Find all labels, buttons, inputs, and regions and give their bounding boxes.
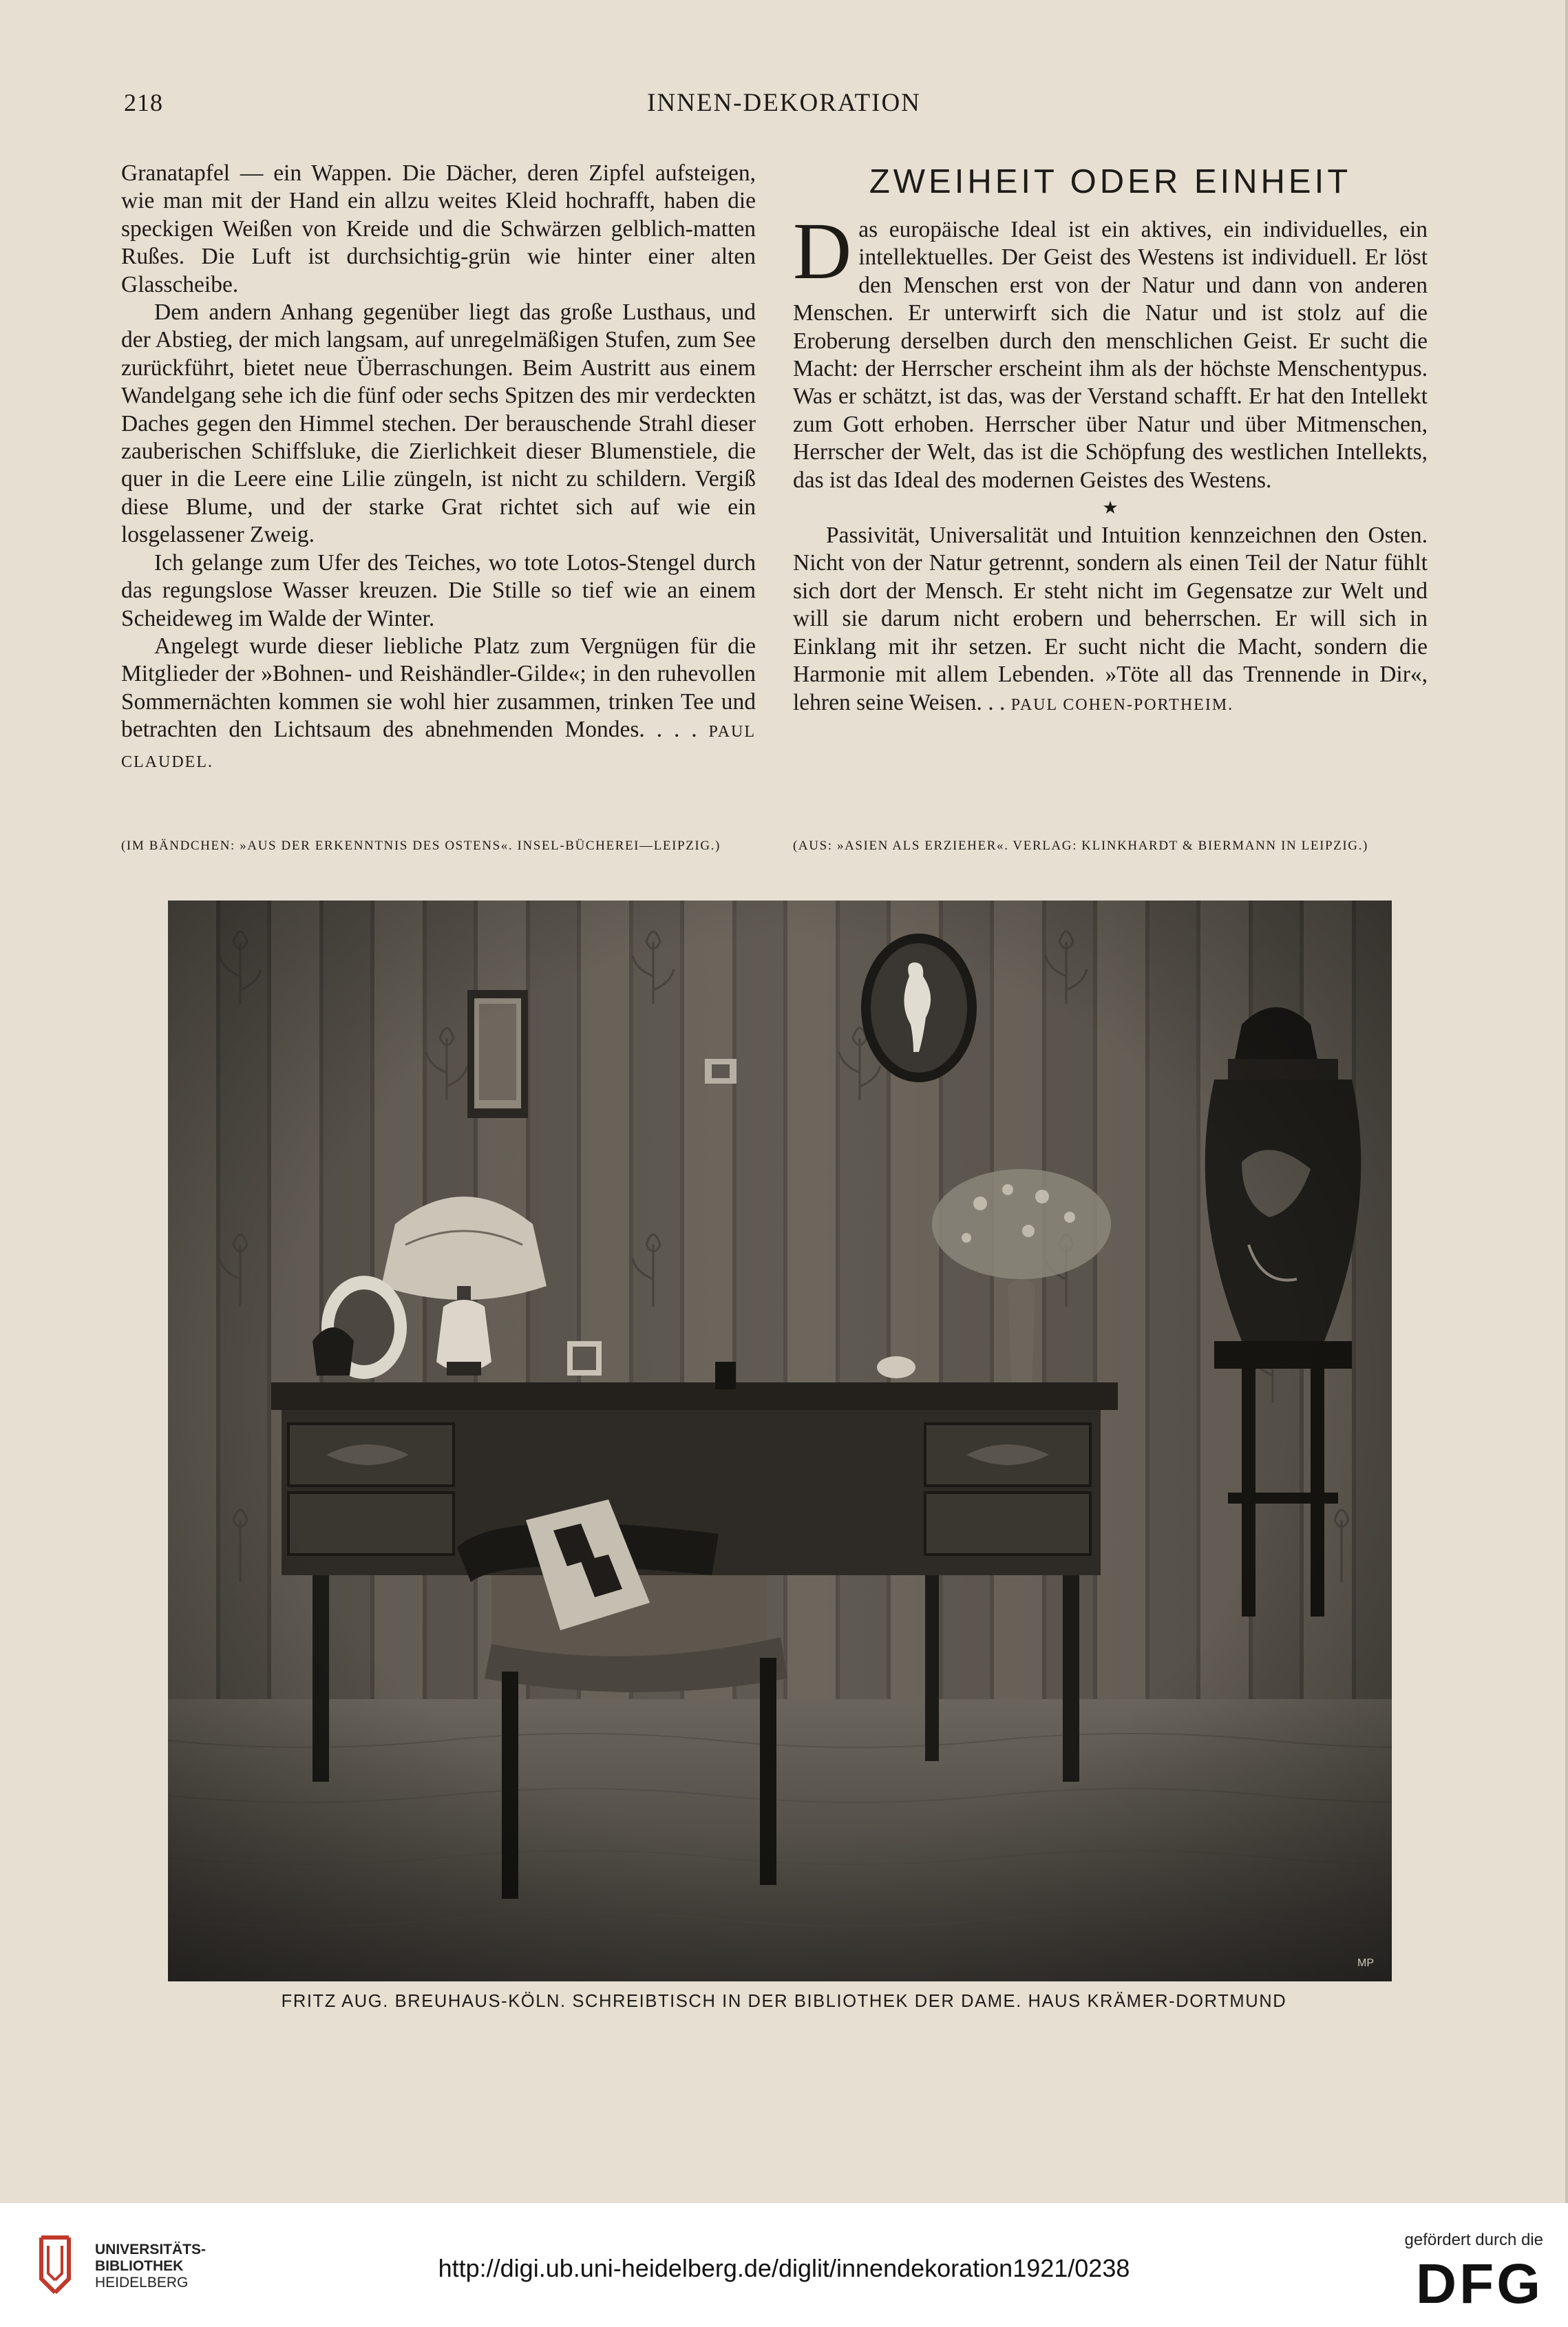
section-separator: ★ xyxy=(1102,498,1119,518)
digitization-footer xyxy=(0,2203,1568,2327)
permalink-url[interactable]: http://digi.ub.uni-heidelberg.de/diglit/innendekoration1921/0238 xyxy=(438,2254,1130,2282)
paragraph: Dem andern Anhang gegenüber liegt das große Lusthaus, und der Abstieg, der mich langsam, auf unregelmäßigen Stufen, zum See zurückführt, bietet neue Überraschungen. Beim Austritt aus einem Wandelgang sehe ich die fünf oder sechs Spitzen des mir verdeckten Daches gegen den Himmel stechen. Der berauschende Strahl dieser zauberischen Schiffsluke, die Zierlichkeit dieser Blumenstiele, die quer in die Leere eine Lilie züngeln, ist nicht zu schildern. Vergiß diese Blume, und der starke Grat richtet sich auf wie ein losgelassener Zweig. xyxy=(121,299,756,548)
paragraph-with-author xyxy=(793,522,1428,719)
photo-signature: MP xyxy=(1357,1957,1374,1969)
paragraph-with-author xyxy=(121,633,756,776)
left-column xyxy=(121,160,756,776)
author-name: PAUL CLAUDEL. xyxy=(121,723,756,771)
funding-note: gefördert durch die xyxy=(1404,2231,1543,2249)
right-column xyxy=(793,206,1428,719)
library-name-line: UNIVERSITÄTS- xyxy=(95,2242,206,2257)
drop-cap: D xyxy=(793,206,852,296)
paragraph xyxy=(793,206,1428,494)
paragraph-text: as europäische Ideal ist ein aktives, ein individuelles, ein intellektuelles. Der Geist des Westens ist individuell. Er löst den Menschen erst von der Natur und dann von anderen Menschen. Er unterwirft sich die Natur und ist stolz auf die Eroberung derselben durch den menschlichen Geist. Er sucht die Macht: der Herrscher erscheint ihm als der höchste Menschentypus. Was er schätzt, ist das, was der Verstand schafft. Er hat den Intellekt zum Gott erhoben. Herrscher über Natur und über Mitmenschen, Herrscher der Welt, das ist die Schöpfung des westlichen Intellekts, das ist das Ideal des modernen Geistes des Westens. xyxy=(793,217,1428,493)
library-name-line: HEIDELBERG xyxy=(95,2275,189,2291)
source-note: (AUS: »ASIEN ALS ERZIEHER«. VERLAG: KLINKHARDT & BIERMANN IN LEIPZIG.) xyxy=(793,839,1368,853)
source-note: (IM BÄNDCHEN: »AUS DER ERKENNTNIS DES OSTENS«. INSEL-BÜCHEREI—LEIPZIG.) xyxy=(121,839,721,853)
page-edge xyxy=(1565,0,1568,2203)
journal-title: INNEN-DEKORATION xyxy=(647,89,921,117)
dfg-logo[interactable]: DFG xyxy=(1415,2253,1543,2315)
author-name: PAUL COHEN-PORTHEIM. xyxy=(1010,695,1234,714)
paragraph: Ich gelange zum Ufer des Teiches, wo tote Lotos-Stengel durch das regungslose Wasser kreuzen. Die Stille so tief wie an einem Scheideweg im Walde der Winter. xyxy=(121,549,756,631)
paragraph-text: Angelegt wurde dieser liebliche Platz zum Vergnügen für die Mitglieder der »Bohnen- und Reishändler-Gilde«; in den ruhevollen Sommernächten kommen sie wohl hier zusammen, trinken Tee und betrachten den Lichtsaum des abnehmenden Mondes. . . . xyxy=(121,633,756,743)
paragraph-text: Passivität, Universalität und Intuition kennzeichnen den Osten. Nicht von der Natur getrennt, sondern als einen Teil der Natur fühlt sich dort der Mensch. Er steht nicht im Gegensatze zur Welt und will sie darum nicht erobern und beherrschen. Er will sich in Einklang mit ihr setzen. Er sucht nicht die Macht, sondern die Harmonie mit allem Lebenden. »Töte all das Trennende in Dir«, lehren seine Weisen. . . xyxy=(793,523,1428,715)
running-head xyxy=(124,88,1444,123)
library-name-line: BIBLIOTHEK xyxy=(95,2258,184,2274)
page-number: 218 xyxy=(124,89,163,116)
paragraph: Granatapfel — ein Wappen. Die Dächer, deren Zipfel aufsteigen, wie man mit der Hand ein allzu weites Kleid hochrafft, haben die speckigen Weißen von Kreide und die Schwärzen gelblich-matten Rußes. Die Luft ist durchsichtig-grün wie hinter einer alten Glasscheibe. xyxy=(121,160,756,297)
photo-caption: FRITZ AUG. BREUHAUS-KÖLN. SCHREIBTISCH IN DER BIBLIOTHEK DER DAME. HAUS KRÄMER-DORTMUND xyxy=(281,1992,1287,2011)
interior-photograph xyxy=(168,901,1392,1981)
essay-title: ZWEIHEIT ODER EINHEIT xyxy=(869,163,1352,200)
